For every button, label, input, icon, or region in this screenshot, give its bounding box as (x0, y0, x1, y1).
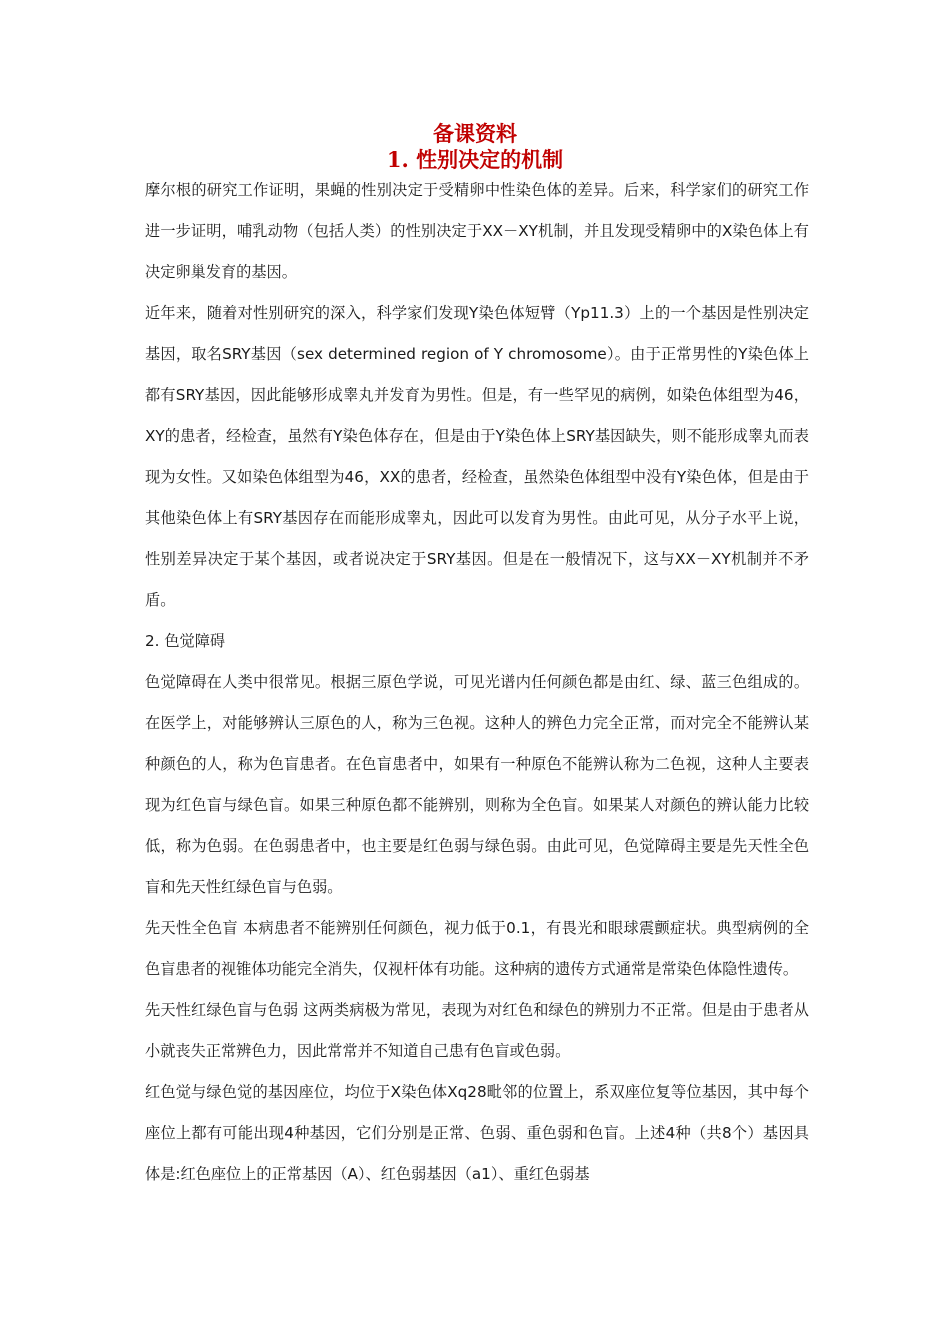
paragraph-red-green: 先天性红绿色盲与色弱 这两类病极为常见，表现为对红色和绿色的辨别力不正常。但是由于患者从小就丧失正常辨色力，因此常常并不知道自己患有色盲或色弱。 (145, 1001, 809, 1060)
document-body (145, 170, 809, 1195)
document-title: 备课资料 (433, 121, 517, 146)
paragraph-sry-gene: 近年来，随着对性别研究的深入，科学家们发现Y染色体短臂（Yp11.3）上的一个基因是性别决定基因，取名SRY基因（sex determined region of Y chromosome）。由于正常男性的Y染色体上都有SRY基因，因此能够形成睾丸并发育为男性。但是，有一些罕见的病例，如染色体组型为46，XY的患者，经检查，虽然有Y染色体存在，但是由于Y染色体上SRY基因缺失，则不能形成睾丸而表现为女性。又如染色体组型为46，XX的患者，经检查，虽然染色体组型中没有Y染色体，但是由于其他染色体上有SRY基因存在而能形成睾丸，因此可以发育为男性。由此可见，从分子水平上说，性别差异决定于某个基因，或者说决定于SRY基因。但是在一般情况下，这与XX－XY机制并不矛盾。 (145, 304, 809, 609)
paragraph-gene-loci: 红色觉与绿色觉的基因座位，均位于X染色体Xq28毗邻的位置上，系双座位复等位基因，其中每个座位上都有可能出现4种基因，它们分别是正常、色弱、重色弱和色盲。上述4种（共8个）基因具体是:红色座位上的正常基因（A）、红色弱基因（a1）、重红色弱基 (145, 1083, 809, 1183)
paragraph-achromatopsia: 先天性全色盲 本病患者不能辨别任何颜色，视力低于0.1，有畏光和眼球震颤症状。典型病例的全色盲患者的视锥体功能完全消失，仅视杆体有功能。这种病的遗传方式通常是常染色体隐性遗传。 (145, 919, 809, 978)
paragraph-color-vision: 色觉障碍在人类中很常见。根据三原色学说，可见光谱内任何颜色都是由红、绿、蓝三色组成的。在医学上，对能够辨认三原色的人，称为三色视。这种人的辨色力完全正常，而对完全不能辨认某种颜色的人，称为色盲患者。在色盲患者中，如果有一种原色不能辨认称为二色视，这种人主要表现为红色盲与绿色盲。如果三种原色都不能辨别，则称为全色盲。如果某人对颜色的辨认能力比较低，称为色弱。在色弱患者中，也主要是红色弱与绿色弱。由此可见，色觉障碍主要是先天性全色盲和先天性红绿色盲与色弱。 (145, 673, 809, 896)
section-title: 1. 性别决定的机制 (386, 147, 564, 172)
section-heading-color-vision: 2. 色觉障碍 (145, 632, 226, 650)
paragraph-morgan: 摩尔根的研究工作证明，果蝇的性别决定于受精卵中性染色体的差异。后来，科学家们的研究工作进一步证明，哺乳动物（包括人类）的性别决定于XX－XY机制，并且发现受精卵中的X染色体上有决定卵巢发育的基因。 (145, 181, 809, 281)
